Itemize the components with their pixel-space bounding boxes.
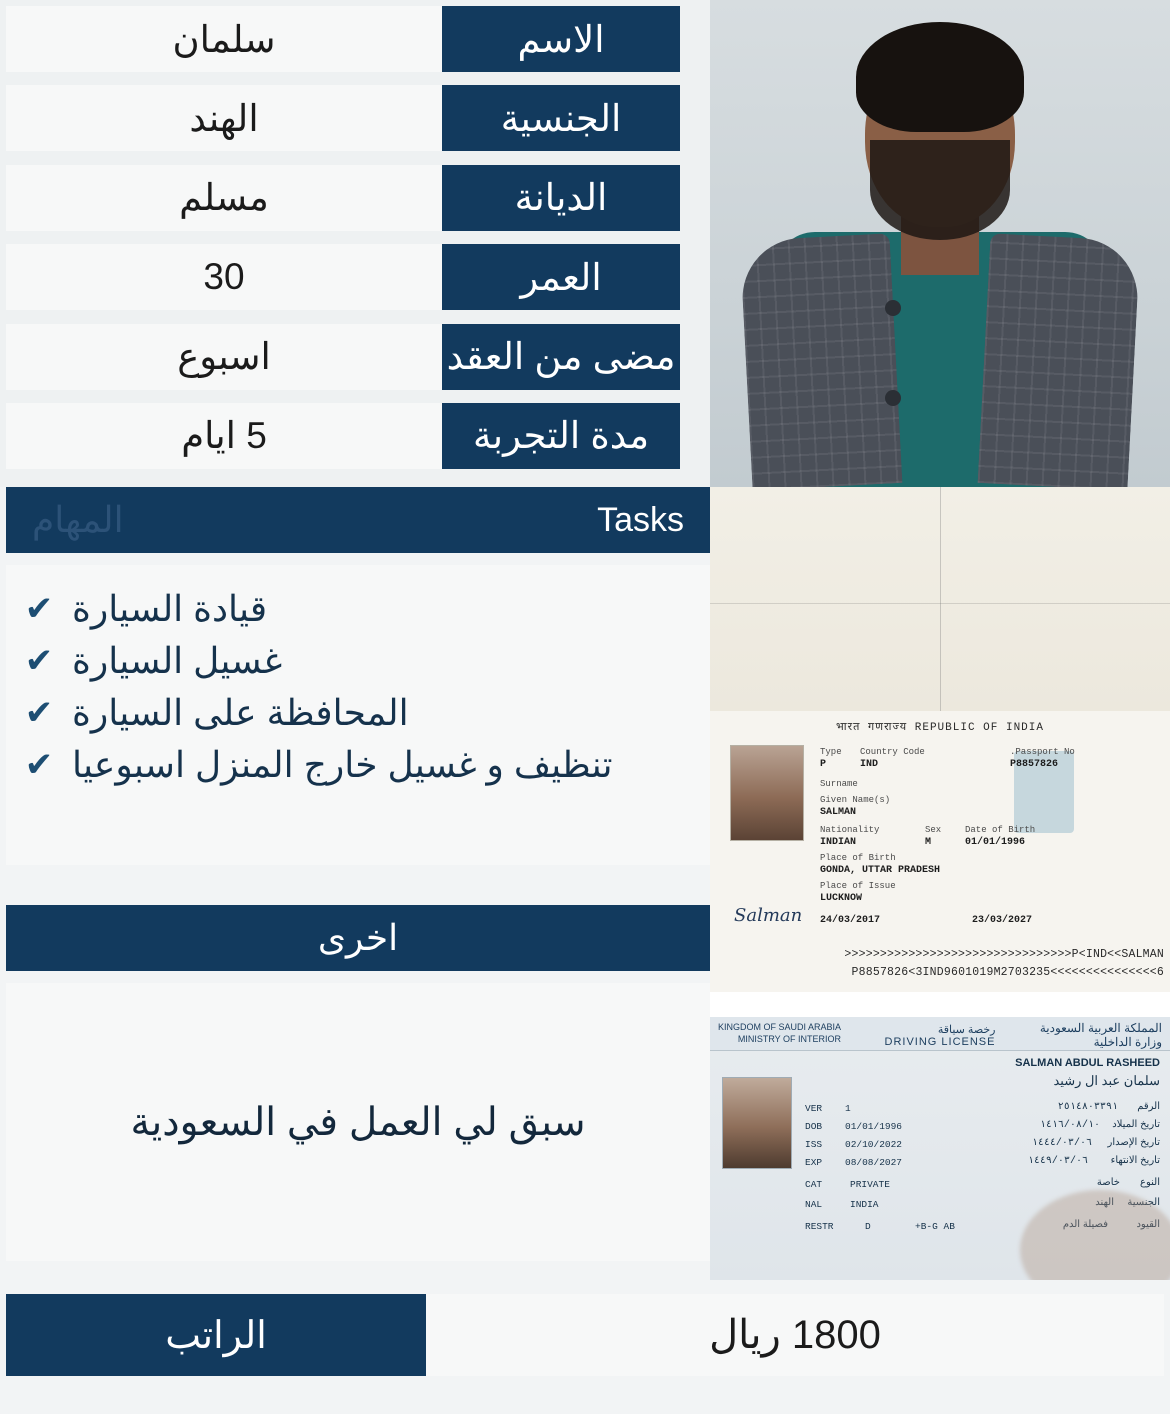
passport-number-label: Passport No. xyxy=(1010,747,1075,757)
check-icon: ✔ xyxy=(24,642,54,680)
license-ar-blood-label: فصيلة الدم xyxy=(1062,1219,1108,1230)
passport-pob-label: Place of Birth xyxy=(820,853,896,863)
label-trial-period: مدة التجربة xyxy=(442,403,680,469)
license-dob-value: 01/01/1996 xyxy=(845,1121,903,1132)
license-title-ar-center: رخصة سياقة xyxy=(937,1024,996,1036)
passport-poi-value: LUCKNOW xyxy=(820,893,863,904)
driving-license-image xyxy=(710,1017,1170,1280)
license-ar-dob-label: تاريخ الميلاد xyxy=(1112,1119,1160,1130)
tasks-header-label-ar: المهام xyxy=(32,499,124,540)
check-icon: ✔ xyxy=(24,694,54,732)
info-table xyxy=(0,0,710,487)
license-title-ar xyxy=(1040,1021,1162,1049)
passport-pob-value: GONDA, UTTAR PRADESH xyxy=(820,865,941,876)
value-age: 30 xyxy=(6,244,442,310)
passport-image xyxy=(710,711,1170,992)
passport-given-value: SALMAN xyxy=(820,807,857,818)
license-blood-value: B-G AB+ xyxy=(915,1221,955,1232)
task-label: قيادة السيارة xyxy=(72,588,268,629)
value-nationality: الهند xyxy=(6,85,442,151)
check-icon: ✔ xyxy=(24,590,54,628)
passport-poi-label: Place of Issue xyxy=(820,881,896,891)
license-exp-value: 08/08/2027 xyxy=(845,1157,903,1168)
passport-mrz-line2: P8857826<3IND9601019M2703235<<<<<<<<<<<<<<<6 xyxy=(851,966,1164,979)
license-ar-exp-value: ١٤٤٩/٠٣/٠٦ xyxy=(1027,1156,1088,1167)
license-nal-value: INDIA xyxy=(850,1199,879,1210)
value-religion: مسلم xyxy=(6,165,442,231)
license-title-center xyxy=(885,1023,996,1048)
value-contract-elapsed: اسبوع xyxy=(6,324,442,390)
passport-given-label: Given Name(s) xyxy=(820,795,891,805)
license-title-en-2: MINISTRY OF INTERIOR xyxy=(737,1034,842,1044)
vest-left-shape xyxy=(740,233,903,487)
documents-column xyxy=(710,487,1170,1280)
passport-code-label: Country Code xyxy=(860,747,925,757)
license-restr-value: D xyxy=(865,1221,871,1232)
task-item xyxy=(20,635,688,687)
license-title-en-1: KINGDOM OF SAUDI ARABIA xyxy=(718,1022,842,1032)
info-row-name xyxy=(6,6,680,72)
license-ar-nal-value: الهند xyxy=(1095,1197,1114,1208)
hair-shape xyxy=(856,22,1024,132)
fingerprint-smudge xyxy=(1020,1190,1170,1280)
label-age: العمر xyxy=(442,244,680,310)
license-nal-label: NAL xyxy=(805,1199,823,1210)
task-label: غسيل السيارة xyxy=(72,640,283,681)
applicant-photo xyxy=(710,0,1170,487)
license-cat-value: PRIVATE xyxy=(850,1179,890,1190)
passport-nationality-value: INDIAN xyxy=(820,837,857,848)
license-iss-label: ISS xyxy=(805,1139,823,1150)
middle-section xyxy=(0,487,1170,1280)
license-ver-label: VER xyxy=(805,1103,823,1114)
other-header: اخرى xyxy=(6,905,710,971)
license-ar-cat-label: النوع xyxy=(1140,1177,1160,1188)
passport-type-label: Type xyxy=(820,747,842,757)
passport-doi-value: 24/03/2017 xyxy=(820,915,881,926)
license-ar-iss-label: تاريخ الإصدار xyxy=(1107,1137,1160,1148)
tasks-column xyxy=(0,487,710,1280)
license-ar-restr-label: القيود xyxy=(1136,1219,1160,1230)
license-title-en xyxy=(718,1021,841,1045)
license-ar-num-label: الرقم xyxy=(1137,1101,1160,1112)
task-label: تنظيف و غسيل خارج المنزل اسبوعيا xyxy=(72,744,613,785)
value-trial-period: 5 ايام xyxy=(6,403,442,469)
blank-document-image xyxy=(710,487,1170,711)
document-spacer xyxy=(710,992,1170,1017)
info-row-trial-period xyxy=(6,403,680,469)
vest-button-top xyxy=(885,300,901,316)
vest-button-bottom xyxy=(885,390,901,406)
license-cat-label: CAT xyxy=(805,1179,823,1190)
passport-mrz xyxy=(716,946,1164,982)
passport-surname-label: Surname xyxy=(820,779,858,789)
vest-right-shape xyxy=(978,233,1141,487)
license-ar-nal-label: الجنسية xyxy=(1127,1197,1160,1208)
beard-shape xyxy=(870,140,1010,240)
other-text: سبق لي العمل في السعودية xyxy=(6,983,710,1261)
license-ar-exp-label: تاريخ الانتهاء xyxy=(1110,1155,1160,1166)
tasks-header xyxy=(6,487,710,553)
tasks-list xyxy=(6,565,710,865)
passport-dob-label: Date of Birth xyxy=(965,825,1036,835)
info-row-religion xyxy=(6,165,680,231)
license-name-ar: سلمان عبد ال رشيد xyxy=(1053,1073,1160,1088)
passport-signature: Salman xyxy=(734,905,803,926)
task-item xyxy=(20,687,688,739)
salary-label: الراتب xyxy=(6,1294,426,1376)
task-item xyxy=(20,583,688,635)
license-ar-dob-value: ١٤١٦/٠٨/١٠ xyxy=(1039,1120,1100,1131)
license-photo xyxy=(722,1077,792,1169)
top-section xyxy=(0,0,1170,487)
passport-type-value: P xyxy=(820,759,827,770)
license-ar-num-value: ٢٥١٤٨٠٣٣٩١ xyxy=(1057,1102,1118,1113)
passport-dob-value: 01/01/1996 xyxy=(965,837,1026,848)
license-title-center-en: DRIVING LICENSE xyxy=(884,1036,996,1048)
label-nationality: الجنسية xyxy=(442,85,680,151)
passport-doe-value: 23/03/2027 xyxy=(972,915,1033,926)
license-dob-label: DOB xyxy=(805,1121,823,1132)
task-label: المحافظة على السيارة xyxy=(72,692,409,733)
info-row-age xyxy=(6,244,680,310)
task-item xyxy=(20,739,688,791)
info-row-nationality xyxy=(6,85,680,151)
label-contract-elapsed: مضى من العقد xyxy=(442,324,680,390)
passport-nationality-label: Nationality xyxy=(820,825,880,835)
license-ver-value: 1 xyxy=(845,1103,851,1114)
license-ar-cat-value: خاصة xyxy=(1096,1177,1120,1188)
passport-photo xyxy=(730,745,804,841)
label-religion: الديانة xyxy=(442,165,680,231)
passport-mrz-line1: P<IND<<SALMAN<<<<<<<<<<<<<<<<<<<<<<<<<<<<<<<< xyxy=(844,948,1164,961)
license-iss-value: 02/10/2022 xyxy=(845,1139,903,1150)
salary-row xyxy=(0,1294,1170,1376)
license-restr-label: RESTR xyxy=(805,1221,834,1232)
label-name: الاسم xyxy=(442,6,680,72)
salary-value: 1800 ريال xyxy=(426,1294,1164,1376)
portrait-illustration xyxy=(710,0,1170,487)
passport-code-value: IND xyxy=(860,759,879,770)
license-name-en: SALMAN ABDUL RASHEED xyxy=(1015,1057,1160,1069)
value-name: سلمان xyxy=(6,6,442,72)
tasks-header-label-en: Tasks xyxy=(597,500,684,539)
license-title-ar-1: المملكة العربية السعودية xyxy=(1039,1021,1162,1035)
passport-header: भारत गणराज्य REPUBLIC OF INDIA xyxy=(836,722,1044,734)
license-title-ar-2: وزارة الداخلية xyxy=(1093,1035,1162,1049)
check-icon: ✔ xyxy=(24,746,54,784)
passport-sex-value: M xyxy=(925,837,932,848)
passport-number-value: P8857826 xyxy=(1010,759,1059,770)
passport-sex-label: Sex xyxy=(925,825,942,835)
info-row-contract-elapsed xyxy=(6,324,680,390)
license-exp-label: EXP xyxy=(805,1157,823,1168)
license-ar-iss-value: ١٤٤٤/٠٣/٠٦ xyxy=(1031,1138,1092,1149)
